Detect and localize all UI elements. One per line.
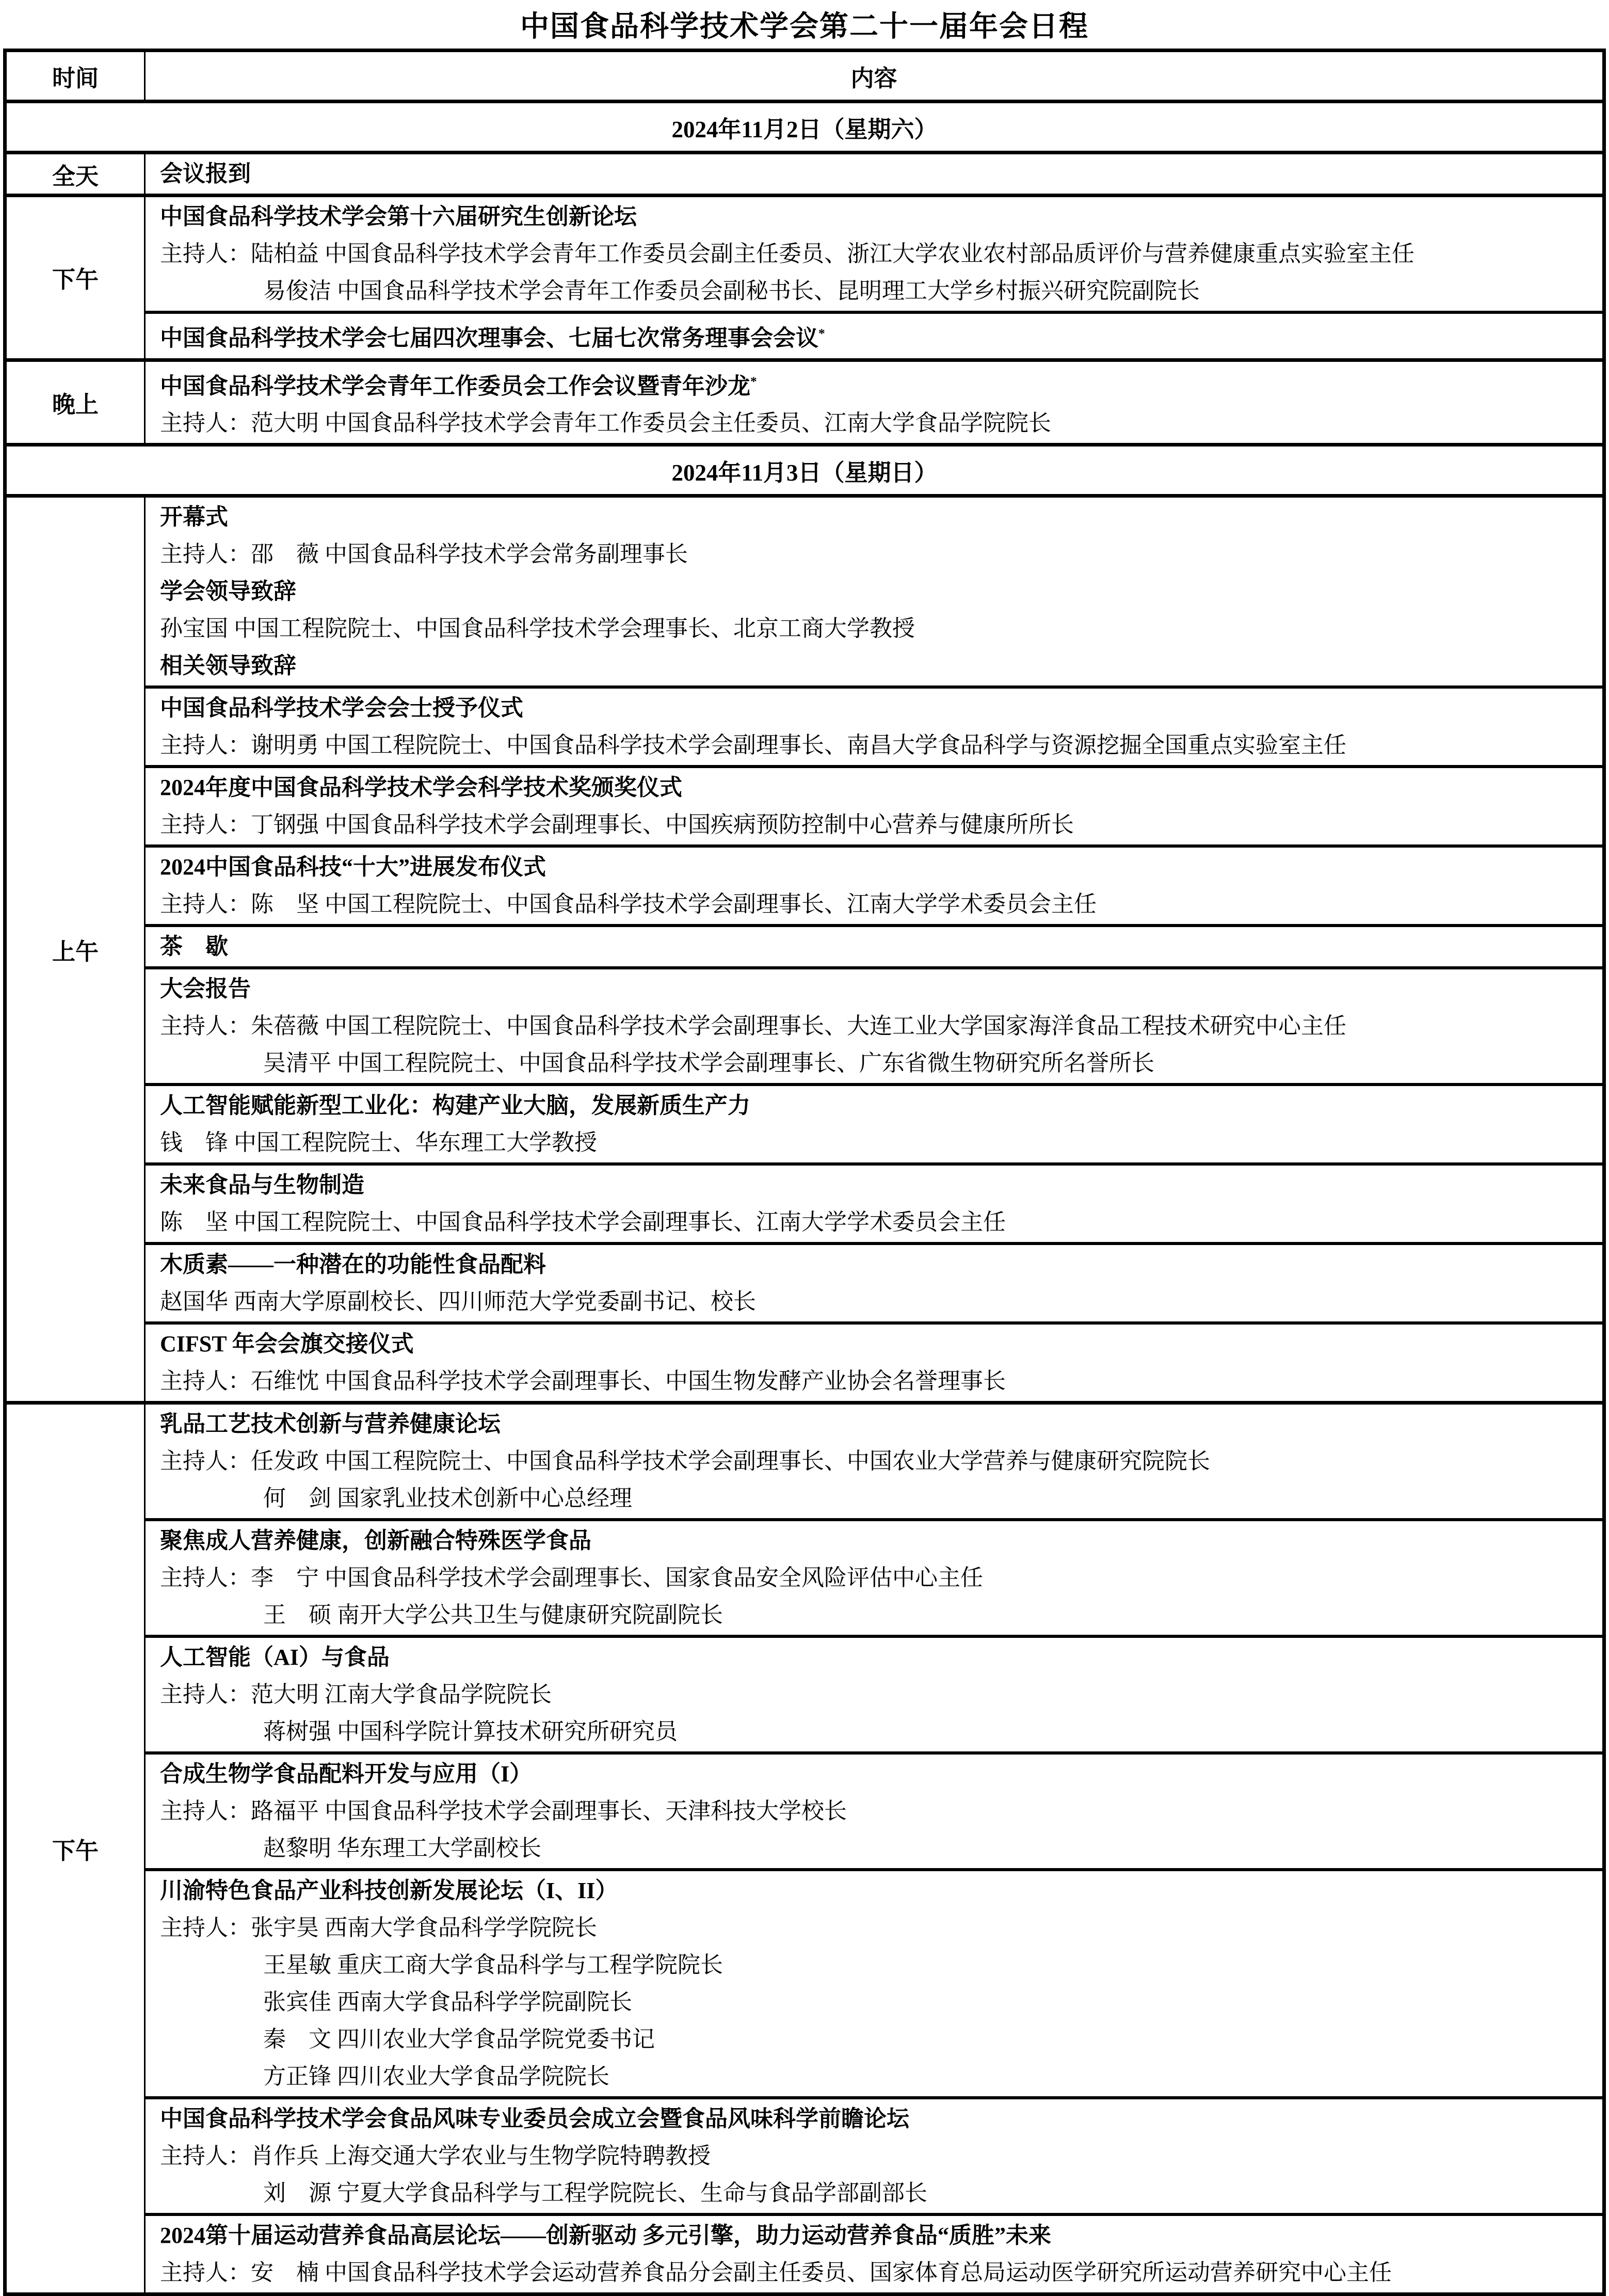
session-title: 川渝特色食品产业科技创新发展论坛（I、II） [160, 1878, 618, 1904]
table-row [146, 498, 1602, 685]
date-row-day1: 2024年11月2日（星期六） [7, 100, 1602, 151]
session-host: 主持人：陆柏益 中国食品科学技术学会青年工作委员会副主任委员、浙江大学农业农村部品质评价与营养健康重点实验室主任 [160, 241, 1414, 266]
session-host: 孙宝国 中国工程院院士、中国食品科学技术学会理事长、北京工商大学教授 [160, 616, 915, 642]
table-row [146, 2096, 1602, 2213]
session-title: 会议报到 [160, 161, 251, 186]
session-title: 大会报告 [160, 976, 251, 1002]
date-row-day2: 2024年11月3日（星期日） [7, 443, 1602, 494]
block-day1-allday [7, 151, 1602, 194]
session-title: 人工智能（AI）与食品 [160, 1645, 390, 1670]
table-row [146, 1518, 1602, 1635]
schedule-table [3, 49, 1606, 2296]
session-host: 主持人：邵 薇 中国食品科学技术学会常务副理事长 [160, 541, 688, 567]
session-title: 中国食品科学技术学会青年工作委员会工作会议暨青年沙龙* [160, 373, 757, 399]
session-title: 2024第十届运动营养食品高层论坛——创新驱动 多元引擎，助力运动营养食品“质胜”未来 [160, 2223, 1051, 2249]
block-day2-morning [7, 494, 1602, 1401]
session-title: 未来食品与生物制造 [160, 1172, 364, 1198]
table-row [146, 311, 1602, 358]
block-day2-afternoon [7, 1401, 1602, 2292]
session-host: 主持人：张宇昊 西南大学食品科学学院院长 [160, 1915, 597, 1941]
session-host: 主持人：丁钢强 中国食品科学技术学会副理事长、中国疾病预防控制中心营养与健康所所长 [160, 812, 1074, 838]
col-header-content: 内容 [850, 65, 897, 91]
table-row [146, 197, 1602, 311]
session-host: 钱 锋 中国工程院院士、华东理工大学教授 [160, 1130, 597, 1156]
footnote-marker: * [750, 373, 757, 389]
table-row [146, 1321, 1602, 1401]
session-title: 乳品工艺技术创新与营养健康论坛 [160, 1411, 501, 1437]
session-title: 合成生物学食品配料开发与应用（I） [160, 1761, 533, 1787]
time-label: 下午 [7, 1405, 146, 2292]
session-host: 主持人：肖作兵 上海交通大学农业与生物学院特聘教授 [160, 2143, 711, 2169]
session-title: 中国食品科学技术学会会士授予仪式 [160, 695, 523, 721]
session-host: 王星敏 重庆工商大学食品科学与工程学院院长 [263, 1952, 723, 1978]
time-label: 下午 [7, 197, 146, 358]
session-host: 赵国华 西南大学原副校长、四川师范大学党委副书记、校长 [160, 1289, 756, 1315]
session-host: 蒋树强 中国科学院计算技术研究所研究员 [263, 1719, 678, 1745]
table-row [146, 2213, 1602, 2292]
session-host: 赵黎明 华东理工大学副校长 [263, 1836, 541, 1861]
table-row [146, 1635, 1602, 1751]
session-host: 吴清平 中国工程院院士、中国食品科学技术学会副理事长、广东省微生物研究所名誉所长 [263, 1050, 1154, 1076]
session-host: 主持人：朱蓓薇 中国工程院院士、中国食品科学技术学会副理事长、大连工业大学国家海洋食品工程技术研究中心主任 [160, 1013, 1346, 1039]
session-host: 刘 源 宁夏大学食品科学与工程学院院长、生命与食品学部副部长 [263, 2180, 927, 2206]
session-title: 聚焦成人营养健康，创新融合特殊医学食品 [160, 1528, 591, 1554]
page-title: 中国食品科学技术学会第二十一届年会日程 [520, 11, 1089, 43]
table-row [146, 844, 1602, 924]
block-day1-evening [7, 358, 1602, 443]
session-title: 开幕式 [160, 504, 228, 530]
session-host: 主持人：范大明 中国食品科学技术学会青年工作委员会主任委员、江南大学食品学院院长 [160, 410, 1051, 436]
session-host: 主持人：李 宁 中国食品科学技术学会副理事长、国家食品安全风险评估中心主任 [160, 1565, 983, 1591]
table-row [146, 154, 1602, 194]
session-host: 主持人：石维忱 中国食品科学技术学会副理事长、中国生物发酵产业协会名誉理事长 [160, 1368, 1006, 1394]
table-row [146, 1162, 1602, 1242]
session-host: 主持人：路福平 中国食品科学技术学会副理事长、天津科技大学校长 [160, 1798, 847, 1824]
time-label: 晚上 [7, 362, 146, 443]
table-row [146, 1242, 1602, 1321]
block-day1-afternoon [7, 194, 1602, 358]
session-host: 主持人：陈 坚 中国工程院院士、中国食品科学技术学会副理事长、江南大学学术委员会主任 [160, 891, 1097, 917]
table-header-row [7, 52, 1602, 100]
session-title: 人工智能赋能新型工业化：构建产业大脑，发展新质生产力 [160, 1093, 750, 1119]
table-row [146, 1868, 1602, 2096]
table-row [146, 1751, 1602, 1868]
session-host: 主持人：谢明勇 中国工程院院士、中国食品科学技术学会副理事长、南昌大学食品科学与资源挖掘全国重点实验室主任 [160, 732, 1346, 758]
session-title: CIFST 年会会旗交接仪式 [160, 1331, 414, 1357]
session-host: 秦 文 四川农业大学食品学院党委书记 [263, 2027, 655, 2052]
session-host: 方正锋 四川农业大学食品学院院长 [263, 2064, 609, 2090]
session-title: 中国食品科学技术学会第十六届研究生创新论坛 [160, 204, 637, 229]
time-label: 上午 [7, 498, 146, 1401]
session-host: 易俊洁 中国食品科学技术学会青年工作委员会副秘书长、昆明理工大学乡村振兴研究院副院长 [263, 278, 1200, 304]
session-title: 中国食品科学技术学会七届四次理事会、七届七次常务理事会会议* [160, 325, 825, 351]
session-host: 主持人：任发政 中国工程院院士、中国食品科学技术学会副理事长、中国农业大学营养与健康研究院院长 [160, 1448, 1210, 1474]
session-title: 2024中国食品科技“十大”进展发布仪式 [160, 854, 546, 880]
time-label: 全天 [7, 154, 146, 194]
table-row [146, 1083, 1602, 1162]
session-host: 主持人：安 楠 中国食品科学技术学会运动营养食品分会副主任委员、国家体育总局运动医学研究所运动营养研究中心主任 [160, 2260, 1392, 2286]
session-title: 木质素——一种潜在的功能性食品配料 [160, 1252, 546, 1278]
session-title: 学会领导致辞 [160, 579, 296, 604]
footnote-marker: * [818, 326, 825, 341]
session-title: 相关领导致辞 [160, 653, 296, 679]
session-host: 何 剑 国家乳业技术创新中心总经理 [263, 1486, 632, 1511]
table-row [146, 1405, 1602, 1518]
table-row [146, 685, 1602, 765]
table-row [146, 924, 1602, 966]
session-host: 陈 坚 中国工程院院士、中国食品科学技术学会副理事长、江南大学学术委员会主任 [160, 1209, 1006, 1235]
col-header-time: 时间 [7, 52, 146, 100]
session-title: 2024年度中国食品科学技术学会科学技术奖颁奖仪式 [160, 775, 682, 801]
table-row [146, 362, 1602, 443]
table-row [146, 966, 1602, 1083]
session-host: 主持人：范大明 江南大学食品学院院长 [160, 1682, 552, 1708]
session-host: 王 硕 南开大学公共卫生与健康研究院副院长 [263, 1602, 723, 1628]
table-row [146, 765, 1602, 844]
session-title: 中国食品科学技术学会食品风味专业委员会成立会暨食品风味科学前瞻论坛 [160, 2106, 909, 2132]
session-host: 张宾佳 西南大学食品科学学院副院长 [263, 1989, 632, 2015]
session-title: 茶 歇 [160, 934, 228, 960]
